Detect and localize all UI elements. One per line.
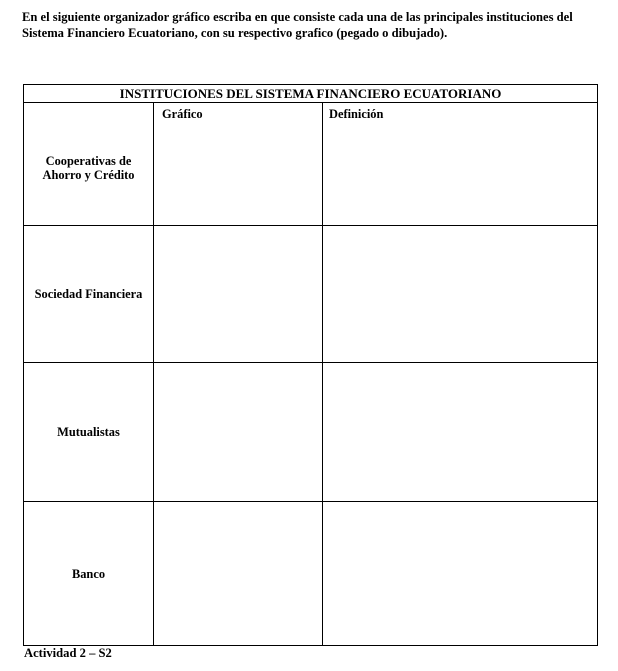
row-label-cooperativas bbox=[24, 103, 154, 226]
row-label-sociedad bbox=[24, 226, 154, 363]
column-header-definicion: Definición bbox=[329, 107, 384, 121]
grafico-cell-cooperativas[interactable] bbox=[154, 103, 323, 226]
activity-label: Actividad 2 – S2 bbox=[24, 646, 112, 660]
row-label-text: Banco bbox=[71, 566, 106, 581]
row-label-text: Sociedad Financiera bbox=[34, 287, 143, 301]
graphic-organizer-table bbox=[23, 84, 598, 646]
row-label-mutualistas bbox=[24, 363, 154, 502]
column-header-grafico: Gráfico bbox=[162, 107, 203, 121]
grafico-cell-banco[interactable] bbox=[154, 502, 323, 646]
grafico-cell-mutualistas[interactable] bbox=[154, 363, 323, 502]
table-title: INSTITUCIONES DEL SISTEMA FINANCIERO ECUATORIANO bbox=[24, 85, 598, 103]
definicion-cell-cooperativas[interactable] bbox=[323, 103, 598, 226]
definicion-cell-sociedad[interactable] bbox=[323, 226, 598, 363]
instructions-text: En el siguiente organizador gráfico escriba en que consiste cada una de las principales instituciones del Sistema Financiero Ecuatoriano, con su respectivo grafico (pegado o dibujado). bbox=[22, 10, 573, 40]
row-label-text: Mutualistas bbox=[57, 425, 120, 439]
definicion-cell-mutualistas[interactable] bbox=[323, 363, 598, 502]
row-label-text: Cooperativas de Ahorro y Crédito bbox=[42, 154, 135, 182]
definicion-cell-banco[interactable] bbox=[323, 502, 598, 646]
grafico-cell-sociedad[interactable] bbox=[154, 226, 323, 363]
row-label-banco bbox=[24, 502, 154, 646]
